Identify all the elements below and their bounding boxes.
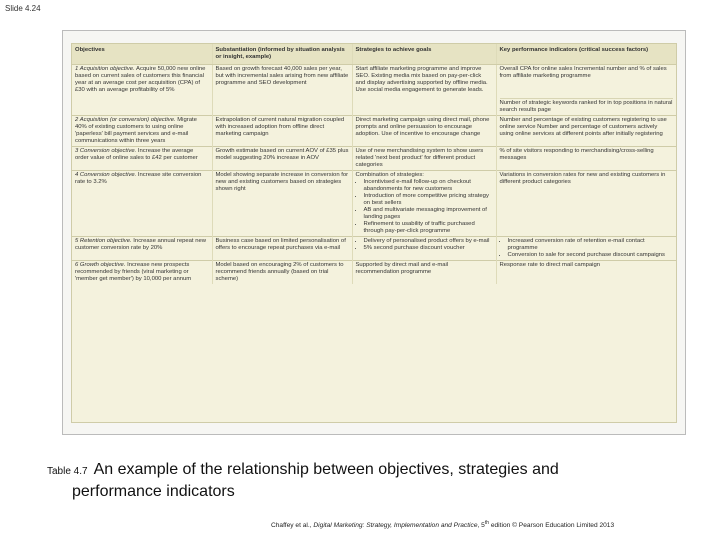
list-item: • Increased conversion rate of retention e-mail contact programme <box>508 238 674 252</box>
objective-cell <box>72 116 212 147</box>
objective-title: 4 Conversion objective. <box>75 172 137 178</box>
table-row <box>72 147 676 171</box>
list-item: • 5% second purchase discount voucher <box>364 245 493 252</box>
kpi-cell: Response rate to direct mail campaign <box>496 261 676 285</box>
substantiation-cell: Based on growth forecast 40,000 sales per year, but with incremental sales arising from new affiliate programme and SEO development <box>212 65 352 116</box>
objective-cell <box>72 147 212 171</box>
substantiation-cell: Model based on encouraging 2% of customers to recommend friends annually (based on trial scheme) <box>212 261 352 285</box>
objective-title: 6 Growth objective. <box>75 262 126 268</box>
caption-text-line2: performance indicators <box>72 483 235 500</box>
table-row <box>72 261 676 285</box>
kpi-cell: Variations in conversion rates for new and existing customers in different product categories <box>496 171 676 237</box>
footer-edition-pre: , 5 <box>477 522 485 530</box>
substantiation-cell: Model showing separate increase in conversion for new and existing customers based on strategies shown right <box>212 171 352 237</box>
caption-label: Table 4.7 <box>47 466 88 477</box>
objective-title: 2 Acquisition (or conversion) objective. <box>75 117 176 123</box>
footer-book-title: Digital Marketing: Strategy, Implementation and Practice <box>313 522 478 530</box>
header-kpi: Key performance indicators (critical success factors) <box>496 44 676 65</box>
list-item: • AB and multivariate messaging improvement of landing pages <box>364 207 493 221</box>
table-row <box>72 171 676 237</box>
list-item: • Introduction of more competitive pricing strategy on best sellers <box>364 193 493 207</box>
objective-text: Increase annual repeat new customer conversion rate by 20% <box>75 238 206 251</box>
strategies-list <box>356 179 493 235</box>
objective-title: 1 Acquisition objective. <box>75 66 135 72</box>
header-objectives: Objectives <box>72 44 212 65</box>
strategies-cell <box>352 237 496 261</box>
header-strategies: Strategies to achieve goals <box>352 44 496 65</box>
header-substantiation: Substantiation (informed by situation analysis or insight, example) <box>212 44 352 65</box>
slide-number: Slide 4.24 <box>5 4 41 13</box>
kpi-text: Overall CPA for online sales Incremental number and % of sales from affiliate marketing programme <box>499 66 667 79</box>
objective-cell <box>72 237 212 261</box>
list-item: • Incentivised e-mail follow-up on checkout abandonments for new customers <box>364 179 493 193</box>
objective-text: Increase the average order value of online sales to £42 per customer <box>75 148 198 161</box>
kpi-cell: Number and percentage of existing customers registering to use online service Number and percentage of customers actively using online services at different points after initially registering <box>496 116 676 147</box>
kpi-cell <box>496 65 676 116</box>
list-item: • Refinement to usability of traffic purchased through pay-per-click programme <box>364 221 493 235</box>
objective-text: Migrate 40% of existing customers to using online 'paperless' bill payment services and e-mail communications within three years <box>75 117 197 144</box>
objective-cell <box>72 171 212 237</box>
table-caption <box>47 460 687 502</box>
objective-title: 5 Retention objective. <box>75 238 132 244</box>
objective-text: Acquire 50,000 new online based on current sales of customers this financial year at an average cost per acquisition (CPA) of £30 with an average profitability of 5% <box>75 66 206 93</box>
table-header-row <box>72 44 676 65</box>
footer-authors: Chaffey et al., <box>271 522 312 530</box>
kpi-extra-text: Number of strategic keywords ranked for in top positions in natural search results page <box>499 100 673 113</box>
table-image-frame <box>62 30 686 435</box>
objective-cell <box>72 261 212 285</box>
strategies-cell: Start affiliate marketing programme and improve SEO. Existing media mix based on pay-per-click and display advertising supported by offline media. Use social media engagement to generate leads. <box>352 65 496 116</box>
strategies-list <box>356 238 493 252</box>
table-row <box>72 116 676 147</box>
objective-text: Increase new prospects recommended by friends (viral marketing or 'member get member') by 10,000 per annum <box>75 262 192 282</box>
strategies-cell <box>352 171 496 237</box>
table-row <box>72 65 676 116</box>
list-item: • Conversion to sale for second purchase discount campaigns <box>508 252 674 259</box>
substantiation-cell: Growth estimate based on current AOV of £35 plus model suggesting 20% increase in AOV <box>212 147 352 171</box>
footer-edition-post: edition © Pearson Education Limited 2013 <box>489 522 615 530</box>
objective-text: Increase site conversion rate to 3.2% <box>75 172 202 185</box>
table-row <box>72 237 676 261</box>
strategies-cell: Direct marketing campaign using direct mail, phone prompts and online persuasion to encourage adoption. Use of incentive to encourage change <box>352 116 496 147</box>
footer-edition-sup: th <box>484 520 490 526</box>
caption-text-line1: An example of the relationship between objectives, strategies and <box>93 461 559 478</box>
objectives-table <box>72 44 676 284</box>
kpi-cell: % of site visitors responding to merchandising/cross-selling messages <box>496 147 676 171</box>
kpi-list <box>500 238 674 259</box>
substantiation-cell: Business case based on limited personalisation of offers to encourage repeat purchases via e-mail <box>212 237 352 261</box>
list-item: • Delivery of personalised product offers by e-mail <box>364 238 493 245</box>
strategies-cell: Supported by direct mail and e-mail recommendation programme <box>352 261 496 285</box>
objective-cell <box>72 65 212 116</box>
strategies-intro: Combination of strategies: <box>355 172 424 178</box>
substantiation-cell: Extrapolation of current natural migration coupled with increased adoption from offline direct marketing campaign <box>212 116 352 147</box>
citation-footer <box>271 520 614 529</box>
kpi-cell <box>496 237 676 261</box>
strategies-cell: Use of new merchandising system to show users related 'next best product' for different product categories <box>352 147 496 171</box>
objectives-table-container <box>71 43 677 423</box>
objective-title: 3 Conversion objective. <box>75 148 137 154</box>
